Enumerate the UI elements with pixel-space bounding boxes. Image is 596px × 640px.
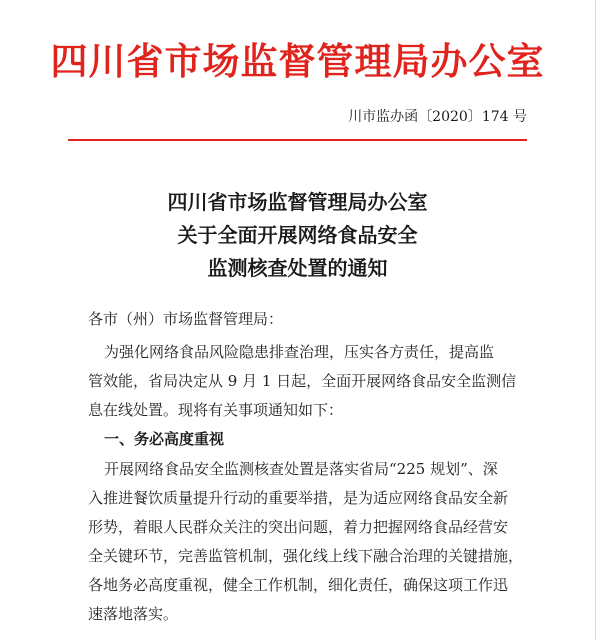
paragraph-2-line-1: 开展网络食品安全监测核查处置是落实省局“225 规划”、深: [104, 460, 498, 478]
document-number: 川市监办函〔2020〕174 号: [348, 109, 527, 125]
paragraph-2: [88, 455, 523, 629]
title-line-1: 四川省市场监督管理局办公室: [167, 190, 428, 214]
title-line-3: 监测核查处置的通知: [207, 256, 388, 280]
paragraph-1: [88, 338, 516, 425]
paragraph-2-line-3: 形势，着眼人民群众关注的突出问题，着力把握网络食品经营安: [88, 518, 509, 536]
paragraph-1-line-3: 息在线处置。现将有关事项通知如下：: [88, 401, 344, 419]
paragraph-2-line-5: 各地务必高度重视，健全工作机制，细化责任，确保这项工作迅: [88, 576, 509, 594]
red-divider-line: [68, 139, 527, 141]
paragraph-2-line-6: 速落地落实。: [88, 605, 179, 623]
paragraph-2-line-2: 入推进餐饮质量提升行动的重要举措，是为适应网络食品安全新: [88, 489, 509, 507]
section-heading-1: 一、务必高度重视: [104, 430, 225, 448]
paragraph-1-line-1: 为强化网络食品风险隐患排查治理，压实各方责任，提高监: [104, 343, 495, 361]
paragraph-1-line-2: 管效能，省局决定从 9 月 1 日起，全面开展网络食品安全监测信: [88, 372, 517, 390]
paragraph-2-line-4: 全关键环节，完善监管机制，强化线上线下融合治理的关键措施，: [88, 547, 524, 565]
salutation: 各市（州）市场监督管理局：: [88, 310, 284, 328]
org-name-text: 四川省市场监督管理局办公室: [50, 40, 545, 83]
document-header-org-name: [0, 40, 595, 84]
title-line-2: 关于全面开展网络食品安全: [177, 223, 418, 247]
document-title: [0, 186, 595, 285]
